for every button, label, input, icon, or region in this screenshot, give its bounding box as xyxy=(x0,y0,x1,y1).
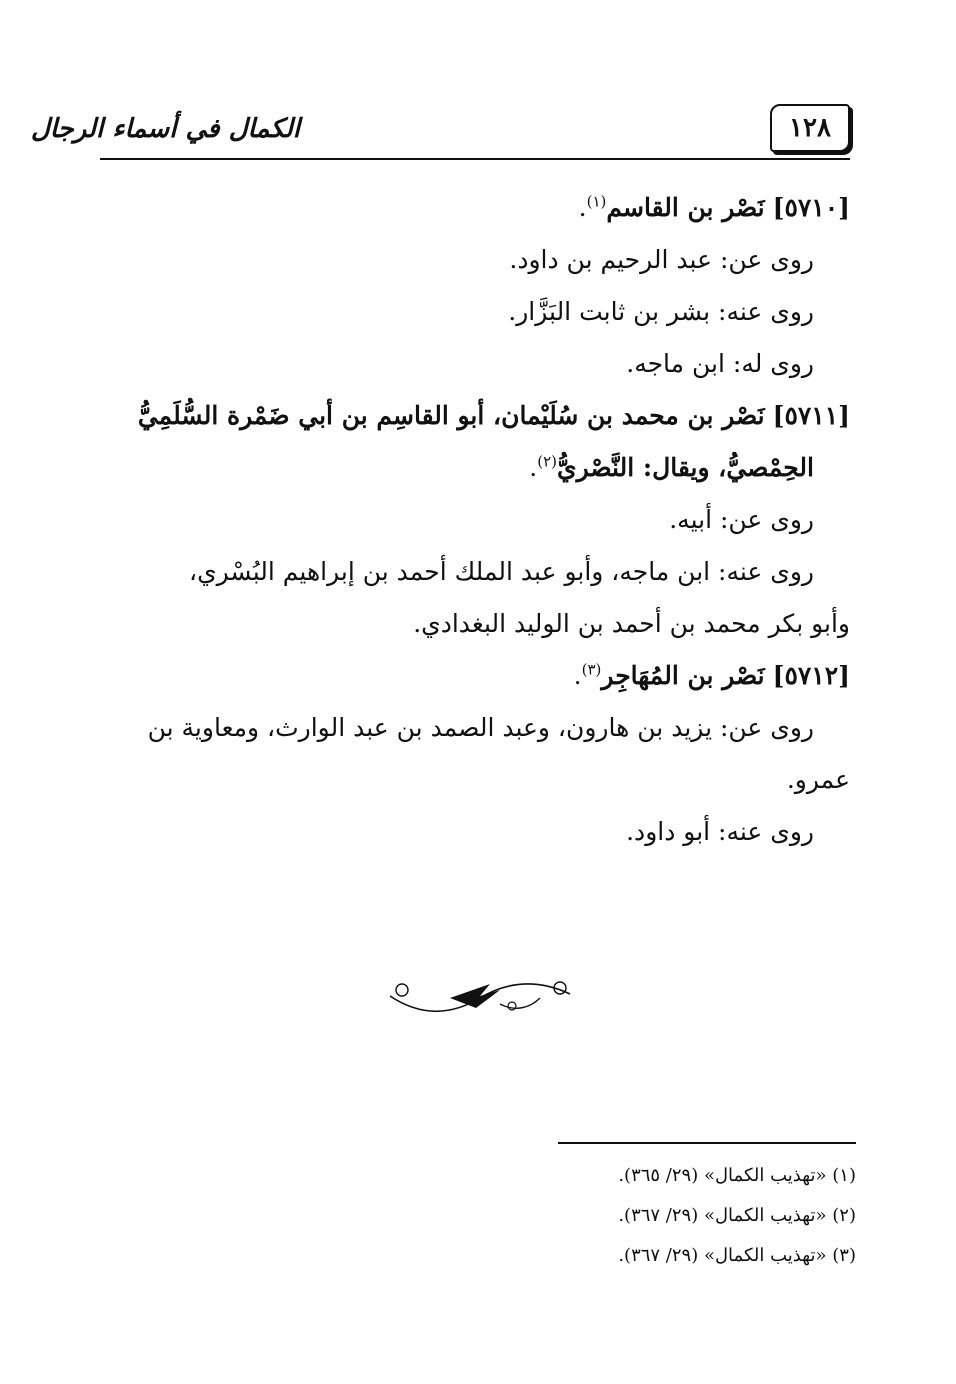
narration-line: روى عنه: بشر بن ثابت البَزَّار. xyxy=(508,297,814,326)
page-number-text: ١٢٨ xyxy=(789,113,831,143)
entry-number: [٥٧١٢] xyxy=(772,661,850,690)
narration-line: روى عنه: ابن ماجه، وأبو عبد الملك أحمد بن إبراهيم البُسْري، xyxy=(189,557,814,586)
entry-name: نَصْر بن المُهَاجِر xyxy=(601,661,765,690)
narration-line: روى عن: عبد الرحيم بن داود. xyxy=(509,245,814,274)
footnotes xyxy=(356,1156,856,1276)
header-divider xyxy=(100,158,850,160)
narration-line: وأبو بكر محمد بن أحمد بن الوليد البغدادي. xyxy=(413,609,850,638)
footnote-ref[interactable]: (١) xyxy=(586,192,607,211)
entry-end: . xyxy=(578,193,587,222)
footnote: (٣) «تهذيب الكمال» (٢٩/ ٣٦٧). xyxy=(618,1245,856,1266)
narration-line: روى عن: أبيه. xyxy=(669,505,814,534)
narration-line: عمرو. xyxy=(786,765,850,794)
decorative-ornament-icon xyxy=(380,968,580,1024)
entry-heading xyxy=(108,390,850,442)
main-text xyxy=(108,182,850,858)
page-header xyxy=(30,100,850,158)
narration-line: روى له: ابن ماجه. xyxy=(626,349,814,378)
entry-end: . xyxy=(529,453,538,482)
entry-heading-continued xyxy=(108,442,850,494)
footnote-ref[interactable]: (٣) xyxy=(581,660,602,679)
entry-name: نَصْر بن محمد بن سُلَيْمان، أبو القاسِم بن أبي ضَمْرة السُّلَمِيُّ xyxy=(137,401,765,430)
narration-line: روى عن: يزيد بن هارون، وعبد الصمد بن عبد الوارث، ومعاوية بن xyxy=(147,713,814,742)
entry-heading xyxy=(108,650,850,702)
entry-heading xyxy=(108,182,850,234)
footnote-divider xyxy=(558,1142,856,1144)
entry-name-continued: الحِمْصيُّ، ويقال: النَّصْريُّ xyxy=(557,453,814,482)
narration-line: روى عنه: أبو داود. xyxy=(626,817,814,846)
entry-number: [٥٧١١] xyxy=(772,401,850,430)
entry-end: . xyxy=(573,661,582,690)
footnote: (١) «تهذيب الكمال» (٢٩/ ٣٦٥). xyxy=(618,1165,856,1186)
running-title: الكمال في أسماء الرجال xyxy=(30,114,300,144)
footnote-ref[interactable]: (٢) xyxy=(537,452,558,471)
page-number xyxy=(770,104,850,152)
entry-number: [٥٧١٠] xyxy=(772,193,850,222)
footnote: (٢) «تهذيب الكمال» (٢٩/ ٣٦٧). xyxy=(618,1205,856,1226)
entry-name: نَصْر بن القاسم xyxy=(606,193,765,222)
